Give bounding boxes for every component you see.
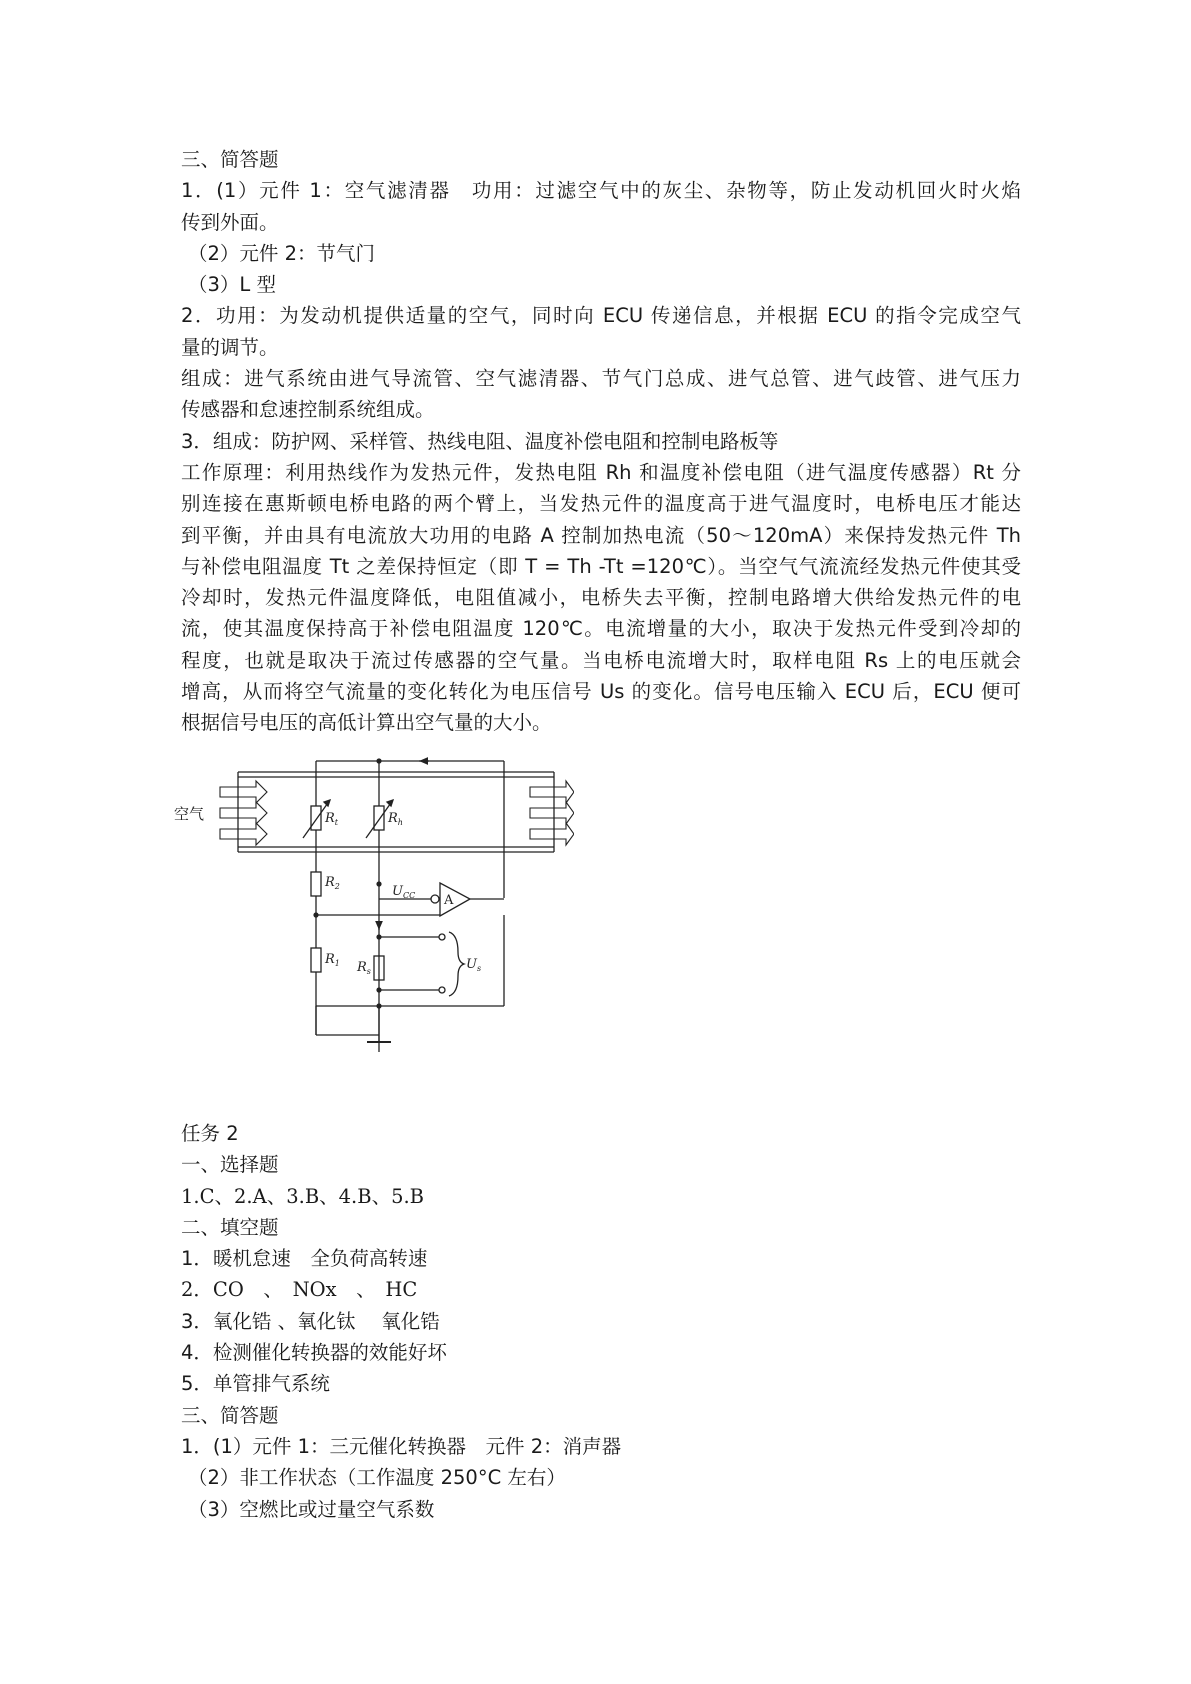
fill-answer-5: 5．单管排气系统 (181, 1372, 330, 1396)
q3-principle-line: 与补偿电阻温度 Tt 之差保持恒定（即 T = Th -Tt =120℃）。当空气气流流经发热元件使其受 (181, 554, 1021, 578)
section2 (181, 1118, 1021, 1525)
q2-line1: 2．功用：为发动机提供适量的空气，同时向 ECU 传递信息，并根据 ECU 的指令完成空气 (181, 304, 1021, 328)
ground-return (316, 915, 504, 1042)
q3-principle-line: 到平衡，并由具有电流放大功用的电路 A 控制加热电流（50～120mA）来保持发热元件 Th (181, 523, 1021, 547)
q3-principle-line: 流，使其温度保持高于补偿电阻温度 120℃。电流增量的大小，取决于发热元件受到冷却的 (181, 617, 1021, 641)
rs-sampling-resistor (356, 922, 481, 1009)
short-answer-3: （3）空燃比或过量空气系数 (188, 1497, 435, 1521)
inlet-arrows (220, 781, 267, 845)
q3-principle-line: 程度，也就是取决于流过传感器的空气量。当电桥电流增大时，取样电阻 Rs 上的电压就会 (181, 648, 1021, 672)
amp-label: A (444, 893, 454, 908)
q1-line1: 1．(1）元件 1：空气滤清器 功用：过滤空气中的灰尘、杂物等，防止发动机回火时火焰 (181, 179, 1021, 203)
fill-answer-4: 4．检测催化转换器的效能好坏 (181, 1341, 447, 1365)
fill-answer-3: 3．氧化锆 、氧化钛 氧化锆 (181, 1309, 440, 1333)
outlet-arrows (530, 781, 574, 845)
rh-heater-wire (366, 761, 403, 1052)
short-answer-2: （2）非工作状态（工作温度 250°C 左右） (188, 1466, 566, 1490)
q3-principle-line: 增高，从而将空气流量的变化转化为电压信号 Us 的变化。信号电压输入 ECU 后，ECU 便可 (181, 680, 1021, 704)
q3-principle-line: 工作原理：利用热线作为发热元件，发热电阻 Rh 和温度补偿电阻（进气温度传感器）Rt 分 (181, 460, 1021, 484)
r2-resistor (311, 872, 340, 929)
us-label: $U_s$ (466, 957, 482, 973)
q2-line3: 组成：进气系统由进气导流管、空气滤清器、节气门总成、进气总管、进气歧管、进气压力 (181, 367, 1021, 391)
r1-resistor (311, 929, 379, 1035)
rt-label: $R_t$ (325, 811, 339, 827)
q3-principle-last: 根据信号电压的高低计算出空气量的大小。 (181, 711, 552, 735)
q2-line4: 传感器和怠速控制系统组成。 (181, 398, 435, 422)
fill-answer-2: 2．CO 、 NOx 、 HC (181, 1278, 418, 1302)
task-heading: 任务 2 (181, 1122, 239, 1145)
q2-line2: 量的调节。 (181, 335, 279, 359)
amplifier-a (313, 881, 504, 917)
r2-label: $R_2$ (325, 875, 340, 891)
fill-heading: 二、填空题 (181, 1215, 279, 1239)
rh-label: $R_h$ (388, 811, 403, 827)
choice-heading: 一、选择题 (181, 1153, 279, 1177)
rt-thermistor (303, 800, 339, 872)
q3-composition: 3．组成：防护网、采样管、热线电阻、温度补偿电阻和控制电路板等 (181, 429, 779, 453)
q1-sub2: （2）元件 2：节气门 (188, 241, 376, 265)
section-heading: 三、简答题 (181, 148, 279, 171)
ucc-label: $U_{CC}$ (392, 884, 416, 900)
q1-sub3: （3）L 型 (188, 273, 276, 297)
q3-principle-line: 别连接在惠斯顿电桥电路的两个臂上，当发热元件的温度高于进气温度时，电桥电压才能达 (181, 492, 1021, 516)
short-heading: 三、简答题 (181, 1403, 279, 1427)
choice-answers: 1.C、2.A、3.B、4.B、5.B (181, 1184, 425, 1208)
q1-line2: 传到外面。 (181, 210, 279, 234)
fill-answer-1: 1．暖机怠速 全负荷高转速 (181, 1247, 428, 1271)
feedback-wire (316, 758, 504, 898)
air-label: 空气 (174, 805, 205, 823)
r1-label: $R_1$ (325, 952, 340, 968)
rs-label: $R_s$ (357, 960, 371, 976)
short-answer-1: 1．(1）元件 1：三元催化转换器 元件 2：消声器 (181, 1434, 622, 1458)
q3-principle-line: 冷却时，发热元件温度降低，电阻值减小，电桥失去平衡，控制电路增大供给发热元件的电 (181, 586, 1021, 610)
hot-wire-circuit-diagram (174, 752, 574, 1052)
section1 (181, 144, 1021, 739)
